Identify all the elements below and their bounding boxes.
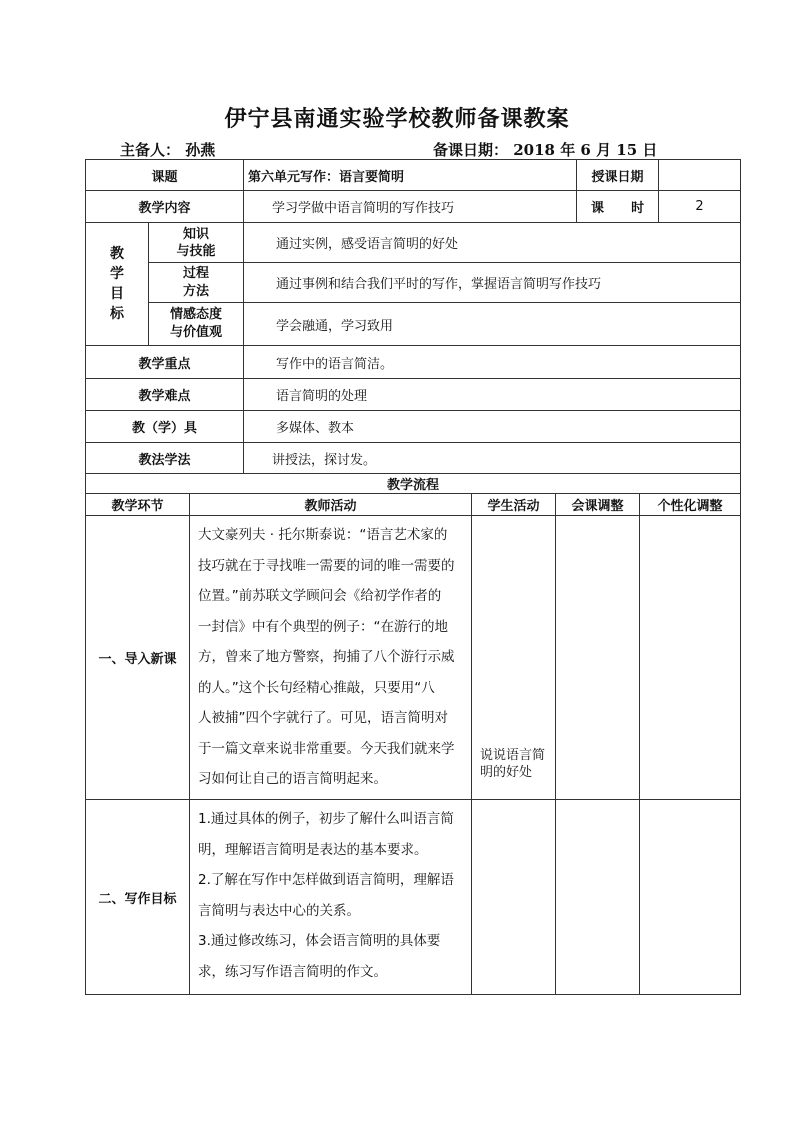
difficulty-label: 教学难点	[86, 379, 244, 411]
prep-date: 备课日期： 2018 年 6 月 15 日	[433, 141, 658, 159]
lesson-info-table	[85, 159, 741, 474]
teacher-activity-goals: 1.通过具体的例子，初步了解什么叫语言简 明，理解语言简明是表达的基本要求。 2.了解在写作中怎样做到语言简明，理解语 言简明与表达中心的关系。 3.通过修改练习，体会语言简明的具体要 求，练习写作语言简明的作文。	[190, 800, 472, 995]
goal-knowledge-label: 知识 与技能	[149, 223, 244, 263]
personal-goals	[640, 800, 741, 995]
periods-label: 课 时	[577, 191, 659, 223]
preparer: 主备人： 孙燕	[120, 141, 216, 159]
tools-label: 教（学）具	[86, 411, 244, 443]
key-point-value: 写作中的语言简洁。	[244, 346, 741, 379]
teach-date-value	[659, 160, 741, 191]
personal-intro	[640, 516, 741, 800]
goal-knowledge-value: 通过实例，感受语言简明的好处	[244, 223, 741, 263]
stage-goals: 二、写作目标	[86, 800, 190, 995]
method-label: 教法学法	[86, 443, 244, 474]
student-activity-goals	[472, 800, 556, 995]
method-value: 讲授法，探讨发。	[244, 443, 741, 474]
adjust-goals	[556, 800, 640, 995]
key-point-label: 教学重点	[86, 346, 244, 379]
header-personal: 个性化调整	[640, 494, 741, 516]
document-title: 伊宁县南通实验学校教师备课教案	[224, 106, 570, 132]
tools-value: 多媒体、教本	[244, 411, 741, 443]
header-adjust: 会课调整	[556, 494, 640, 516]
topic-value: 第六单元写作：语言要简明	[244, 160, 577, 191]
header-teacher: 教师活动	[190, 494, 472, 516]
goal-attitude-value: 学会融通，学习致用	[244, 303, 741, 346]
goal-process-label: 过程 方法	[149, 263, 244, 303]
content-value: 学习学做中语言简明的写作技巧	[244, 191, 577, 223]
header-stage: 教学环节	[86, 494, 190, 516]
header-student: 学生活动	[472, 494, 556, 516]
goal-attitude-label: 情感态度 与价值观	[149, 303, 244, 346]
difficulty-value: 语言简明的处理	[244, 379, 741, 411]
periods-value: 2	[659, 191, 741, 223]
adjust-intro	[556, 516, 640, 800]
student-activity-intro: 说说语言简明的好处	[472, 516, 556, 800]
goals-label: 教 学 目 标	[86, 223, 149, 346]
goal-process-value: 通过事例和结合我们平时的写作，掌握语言简明写作技巧	[244, 263, 741, 303]
teacher-activity-intro: 大文豪列夫 · 托尔斯泰说：“语言艺术家的 技巧就在于寻找唯一需要的词的唯一需要的 位置。”前苏联文学顾问会《给初学作者的 一封信》中有个典型的例子：“在游行的地 方，曾来了地方警察，拘捕了八个游行示威 的人。”这个长句经精心推敲，只要用“八 人被捕”四个字就行了。可见，语言简明对 于一篇文章来说非常重要。今天我们就来学 习如何让自己的语言简明起来。	[190, 516, 472, 800]
teach-date-label: 授课日期	[577, 160, 659, 191]
content-label: 教学内容	[86, 191, 244, 223]
flow-title: 教学流程	[86, 474, 741, 494]
stage-intro: 一、导入新课	[86, 516, 190, 800]
topic-label: 课题	[86, 160, 244, 191]
teaching-flow-table	[85, 473, 741, 995]
